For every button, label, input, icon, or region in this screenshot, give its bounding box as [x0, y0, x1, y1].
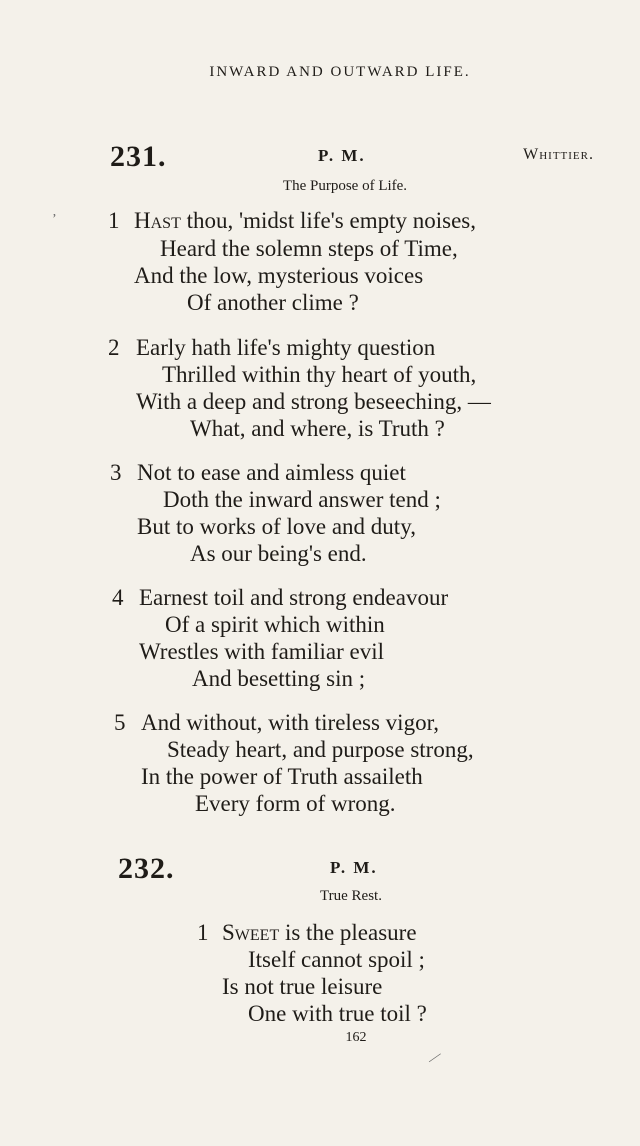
hymn-number: 232.: [118, 852, 175, 885]
verse-line: Is not true leisure: [222, 974, 383, 999]
verse-line: Thrilled within thy heart of youth,: [162, 362, 477, 387]
stanza-number: 1: [108, 208, 120, 233]
stanza-number: 1: [197, 920, 209, 945]
hymn-232-header: [0, 852, 640, 888]
hymn-meter: P. M.: [330, 858, 378, 877]
verse-line: Doth the inward answer tend ;: [163, 487, 441, 512]
verse-line: In the power of Truth assaileth: [141, 764, 423, 789]
verse-line: [134, 208, 476, 234]
first-word: Hast: [134, 208, 181, 233]
stanza-number: 3: [110, 460, 122, 485]
verse-line: What, and where, is Truth ?: [190, 416, 445, 441]
verse-line: Itself cannot spoil ;: [248, 947, 425, 972]
hymn-number: 231.: [110, 140, 167, 173]
verse-line: And besetting sin ;: [192, 666, 366, 691]
running-head: INWARD AND OUTWARD LIFE.: [209, 64, 471, 80]
verse-line: Early hath life's mighty question: [136, 335, 436, 360]
verse-line: Every form of wrong.: [195, 791, 396, 816]
verse-line: Earnest toil and strong endeavour: [139, 585, 449, 610]
verse-line: Of a spirit which within: [165, 612, 385, 637]
verse-line: But to works of love and duty,: [137, 514, 416, 539]
verse-line-rest: is the pleasure: [279, 920, 417, 945]
verse-line: [222, 920, 417, 946]
verse-line: Not to ease and aimless quiet: [137, 460, 406, 485]
verse-line: And the low, mysterious voices: [134, 263, 424, 288]
verse-line: With a deep and strong beseeching, —: [136, 389, 491, 414]
margin-mark-icon: ’: [52, 212, 57, 227]
hymn-231-header: [0, 140, 640, 176]
hymn-title: The Purpose of Life.: [282, 178, 408, 194]
verse-line: Wrestles with familiar evil: [139, 639, 384, 664]
stanza-number: 2: [108, 335, 120, 360]
hymn-title: True Rest.: [320, 888, 382, 904]
hymn-meter: P. M.: [318, 146, 366, 165]
hymn-author: Whittier.: [523, 146, 594, 163]
verse-line-rest: thou, 'midst life's empty noises,: [180, 208, 476, 233]
verse-line: Steady heart, and purpose strong,: [167, 737, 474, 762]
verse-line: Heard the solemn steps of Time,: [160, 236, 458, 261]
margin-mark-icon: —: [424, 1047, 445, 1068]
first-word: Sweet: [222, 920, 280, 945]
verse-line: As our being's end.: [190, 541, 367, 566]
page-number: 162: [345, 1030, 367, 1045]
verse-line: One with true toil ?: [248, 1001, 427, 1026]
stanza-number: 4: [112, 585, 124, 610]
verse-line: And without, with tireless vigor,: [141, 710, 440, 735]
stanza-number: 5: [114, 710, 126, 735]
verse-line: Of another clime ?: [187, 290, 359, 315]
